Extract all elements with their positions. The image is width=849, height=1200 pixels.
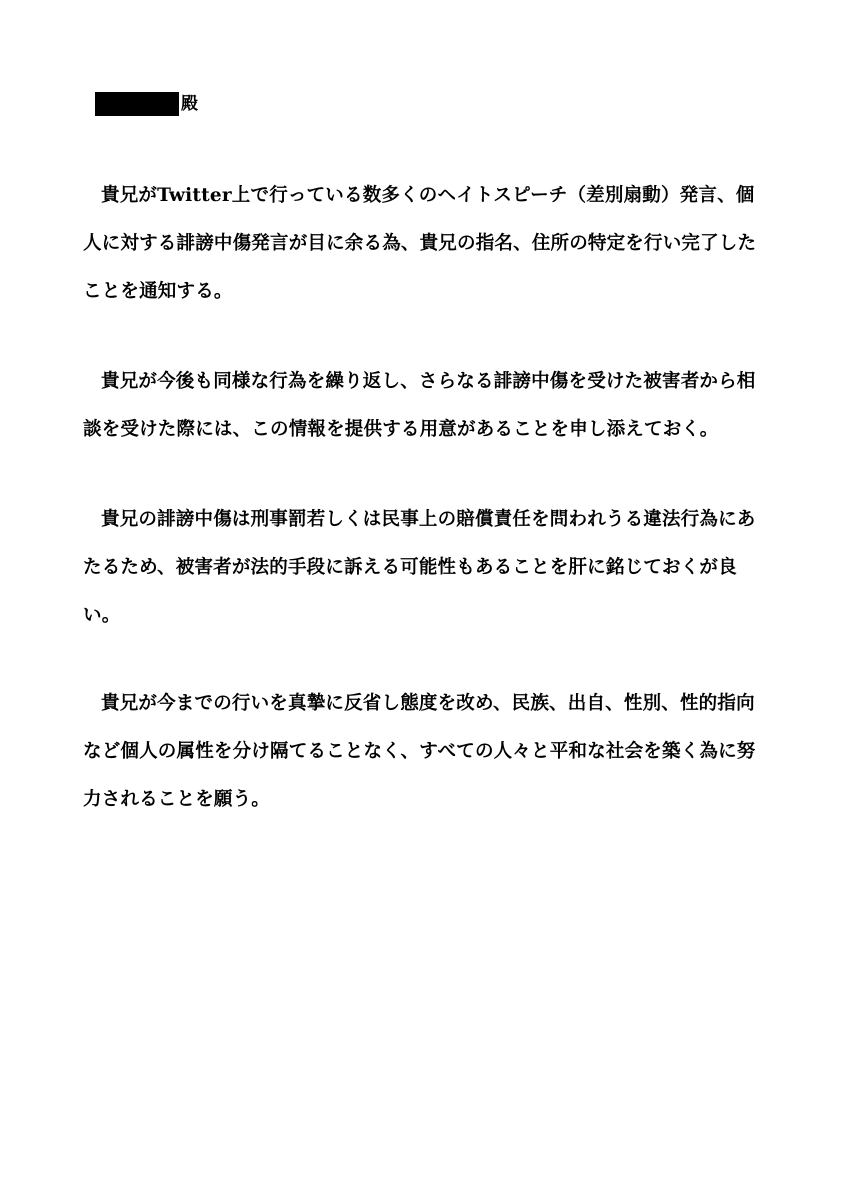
paragraph-notification: 貴兄がTwitter上で行っている数多くのヘイトスピーチ（差別扇動）発言、個人に対する誹謗中傷発言が目に余る為、貴兄の指名、住所の特定を行い完了したことを通知する。 (83, 185, 757, 302)
paragraph-warning: 貴兄が今後も同様な行為を繰り返し、さらなる誹謗中傷を受けた被害者から相談を受けた際には、この情報を提供する用意があることを申し添えておく。 (83, 371, 756, 440)
redacted-name-block (95, 92, 179, 116)
addressee-honorific: 殿 (181, 94, 198, 114)
paragraph-legal-notice: 貴兄の誹謗中傷は刑事罰若しくは民事上の賠償責任を問われうる違法行為にあたるため、被害者が法的手段に訴える可能性もあることを肝に銘じておくが良い。 (83, 509, 756, 626)
paragraph-closing-request: 貴兄が今までの行いを真摯に反省し態度を改め、民族、出自、性別、性的指向など個人の属性を分け隔てることなく、すべての人々と平和な社会を築く為に努力されることを願う。 (83, 693, 756, 810)
addressee-line (95, 92, 198, 116)
